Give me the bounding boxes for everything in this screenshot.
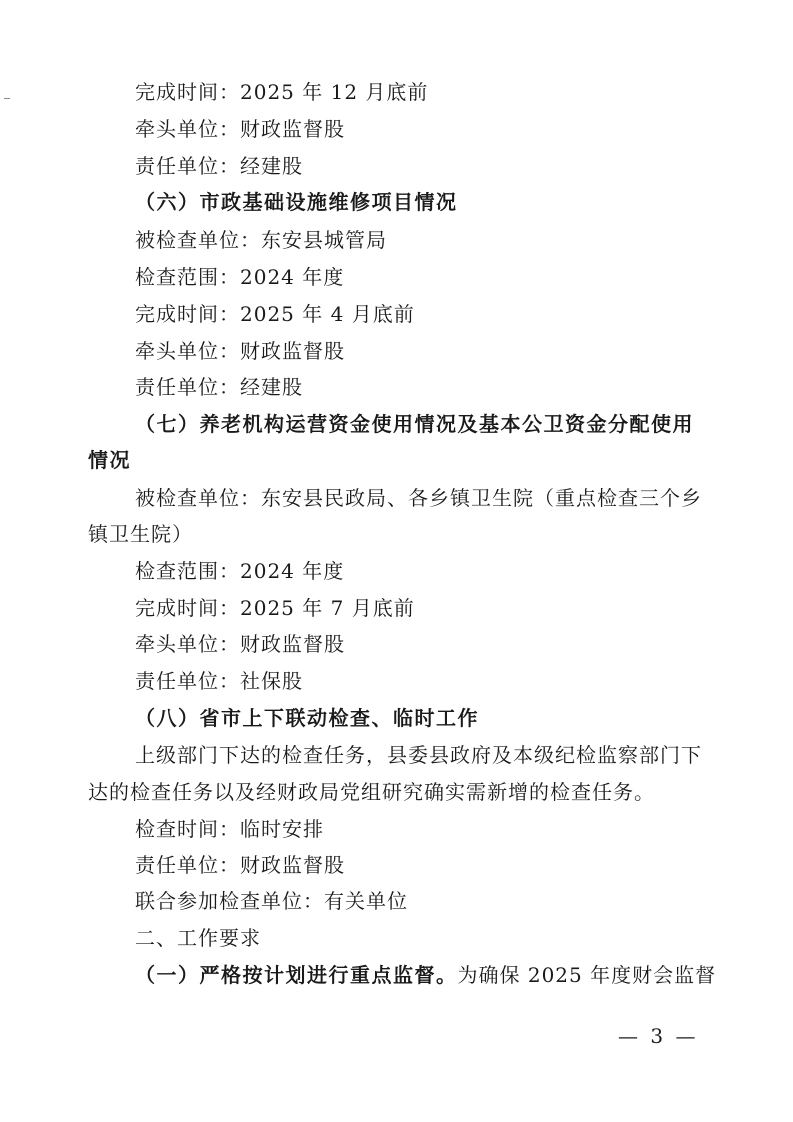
final-line-normal-part: 为确保 2025 年度财会监督 xyxy=(457,963,717,987)
section-heading-6: （六）市政基础设施维修项目情况 xyxy=(135,190,458,214)
completion-time-line: 完成时间：2025 年 4 月底前 xyxy=(135,302,415,326)
completion-time-line: 完成时间：2025 年 7 月底前 xyxy=(135,596,415,620)
lead-unit-line: 牵头单位：财政监督股 xyxy=(135,339,345,363)
final-line-bold-part: （一）严格按计划进行重点监督。 xyxy=(135,963,458,987)
joint-inspection-unit-line: 联合参加检查单位：有关单位 xyxy=(135,889,408,913)
final-paragraph-line xyxy=(135,963,716,987)
responsible-unit-line: 责任单位：经建股 xyxy=(135,375,303,399)
completion-time-line: 完成时间：2025 年 12 月底前 xyxy=(135,80,429,104)
responsible-unit-line: 责任单位：财政监督股 xyxy=(135,853,345,877)
section-heading-7-continued: 情况 xyxy=(88,448,131,472)
responsible-unit-line: 责任单位：社保股 xyxy=(135,669,303,693)
section-heading-8: （八）省市上下联动检查、临时工作 xyxy=(135,706,479,730)
page-number: — 3 — xyxy=(618,1024,699,1048)
inspected-unit-line-continued: 镇卫生院） xyxy=(88,522,193,546)
paragraph-line-continued: 达的检查任务以及经财政局党组研究确实需新增的检查任务。 xyxy=(88,780,655,804)
chapter-heading: 二、工作要求 xyxy=(135,926,261,950)
inspection-scope-line: 检查范围：2024 年度 xyxy=(135,265,345,289)
lead-unit-line: 牵头单位：财政监督股 xyxy=(135,632,345,656)
lead-unit-line: 牵头单位：财政监督股 xyxy=(135,117,345,141)
scan-edge-mark xyxy=(4,98,10,99)
inspected-unit-line: 被检查单位：东安县城管局 xyxy=(135,228,387,252)
section-heading-7: （七）养老机构运营资金使用情况及基本公卫资金分配使用 xyxy=(135,412,694,436)
responsible-unit-line: 责任单位：经建股 xyxy=(135,154,303,178)
paragraph-line: 上级部门下达的检查任务，县委县政府及本级纪检监察部门下 xyxy=(135,743,702,767)
inspected-unit-line: 被检查单位：东安县民政局、各乡镇卫生院（重点检查三个乡 xyxy=(135,486,702,510)
inspection-scope-line: 检查范围：2024 年度 xyxy=(135,559,345,583)
inspection-time-line: 检查时间：临时安排 xyxy=(135,817,324,841)
